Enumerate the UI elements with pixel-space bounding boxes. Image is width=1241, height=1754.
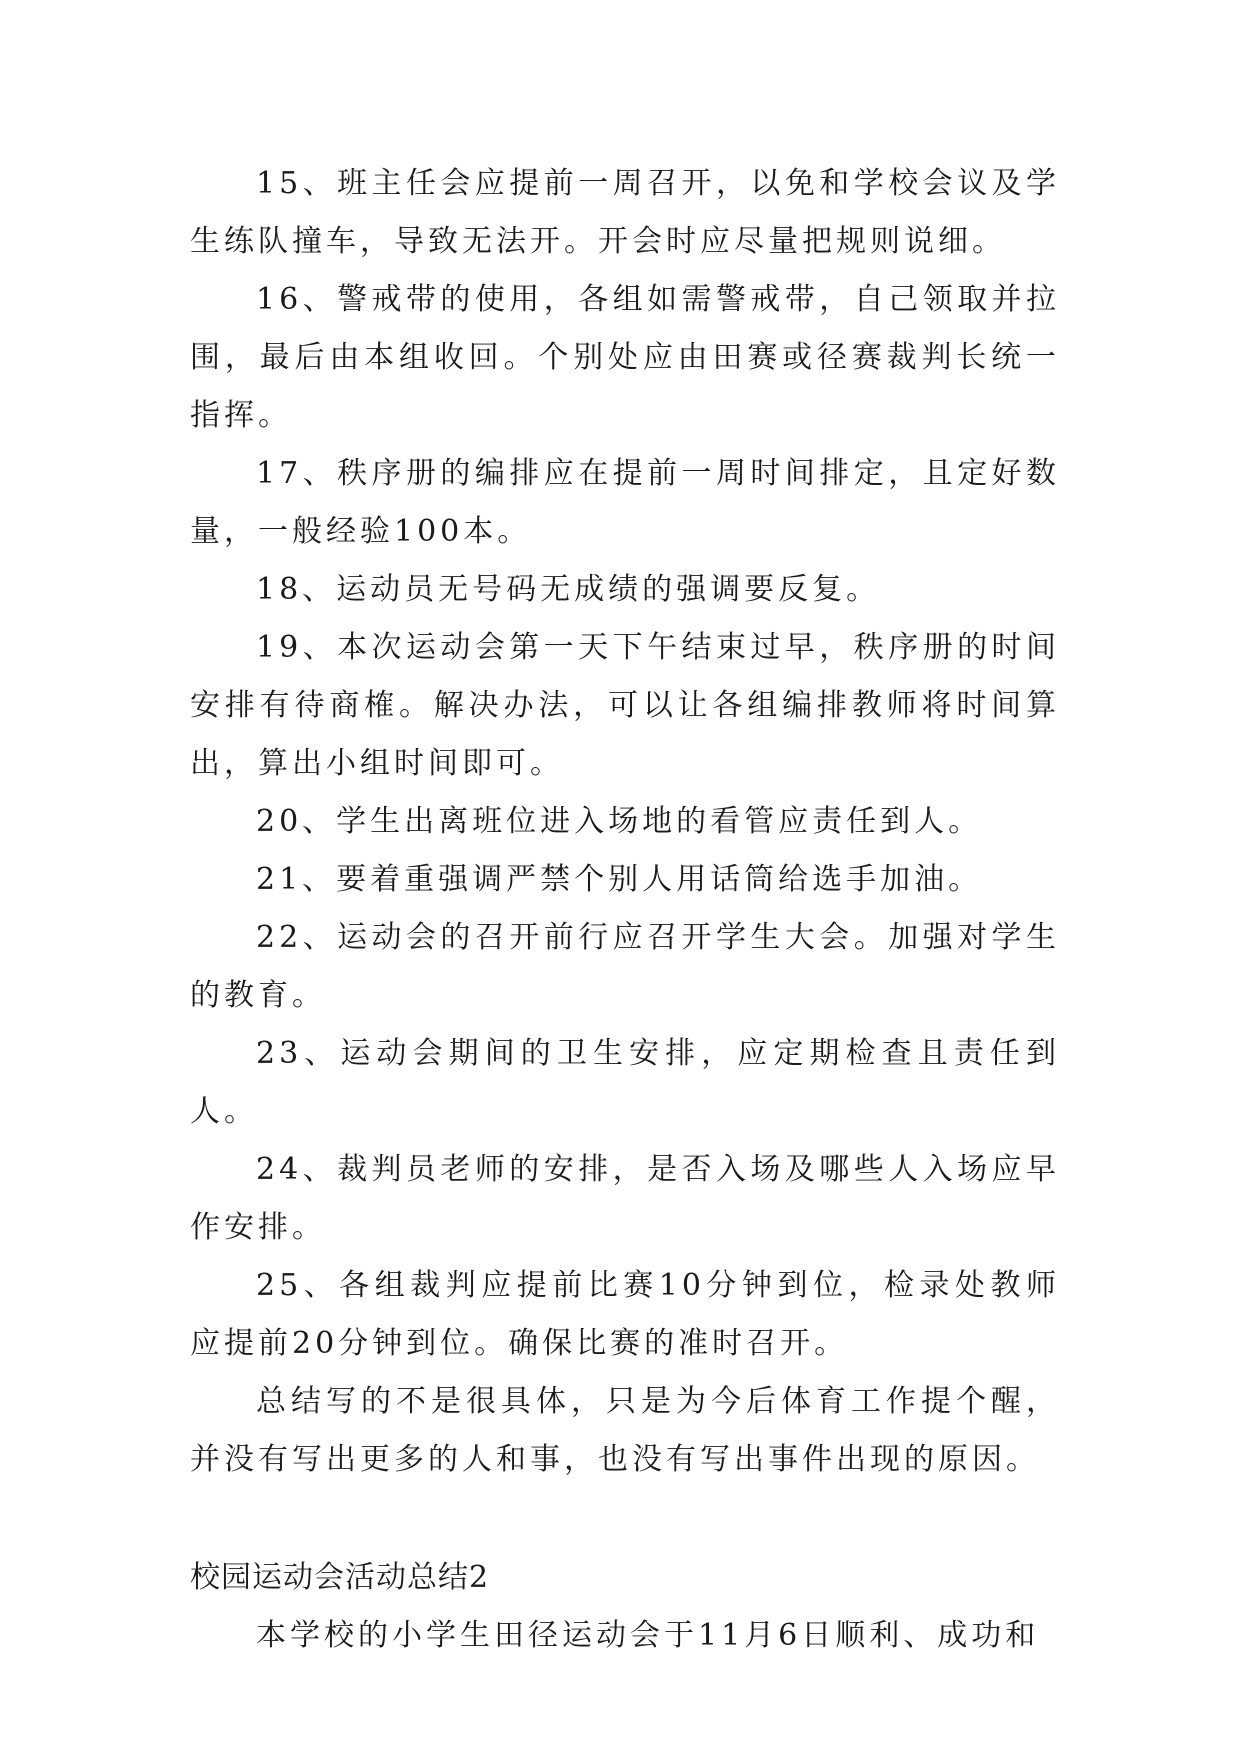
paragraph-item-17: 17、秩序册的编排应在提前一周时间排定，且定好数量，一般经验100本。 (190, 456, 1060, 549)
paragraph-item-16: 16、警戒带的使用，各组如需警戒带，自己领取并拉围，最后由本组收回。个别处应由田赛或径赛裁判长统一指挥。 (190, 282, 1060, 433)
paragraph-item-23: 23、运动会期间的卫生安排，应定期检查且责任到人。 (190, 1036, 1060, 1129)
paragraph-item-15: 15、班主任会应提前一周召开，以免和学校会议及学生练队撞车，导致无法开。开会时应尽量把规则说细。 (190, 166, 1060, 259)
paragraph-item-22: 22、运动会的召开前行应召开学生大会。加强对学生的教育。 (190, 920, 1060, 1013)
paragraph-item-19: 19、本次运动会第一天下午结束过早，秩序册的时间安排有待商榷。解决办法，可以让各组编排教师将时间算出，算出小组时间即可。 (190, 630, 1060, 781)
paragraph-item-24: 24、裁判员老师的安排，是否入场及哪些人入场应早作安排。 (190, 1152, 1060, 1245)
paragraph-item-20: 20、学生出离班位进入场地的看管应责任到人。 (256, 804, 983, 839)
intro-paragraph: 本学校的小学生田径运动会于11月6日顺利、成功和 (256, 1618, 1040, 1653)
paragraph-item-18: 18、运动员无号码无成绩的强调要反复。 (256, 572, 881, 607)
document-body (190, 155, 1060, 1665)
paragraph-item-25: 25、各组裁判应提前比赛10分钟到位，检录处教师应提前20分钟到位。确保比赛的准时召开。 (190, 1268, 1060, 1361)
section-heading: 校园运动会活动总结2 (190, 1560, 490, 1595)
summary-paragraph: 总结写的不是很具体，只是为今后体育工作提个醒，并没有写出更多的人和事，也没有写出事件出现的原因。 (190, 1384, 1060, 1477)
paragraph-item-21: 21、要着重强调严禁个别人用话筒给选手加油。 (256, 862, 983, 897)
